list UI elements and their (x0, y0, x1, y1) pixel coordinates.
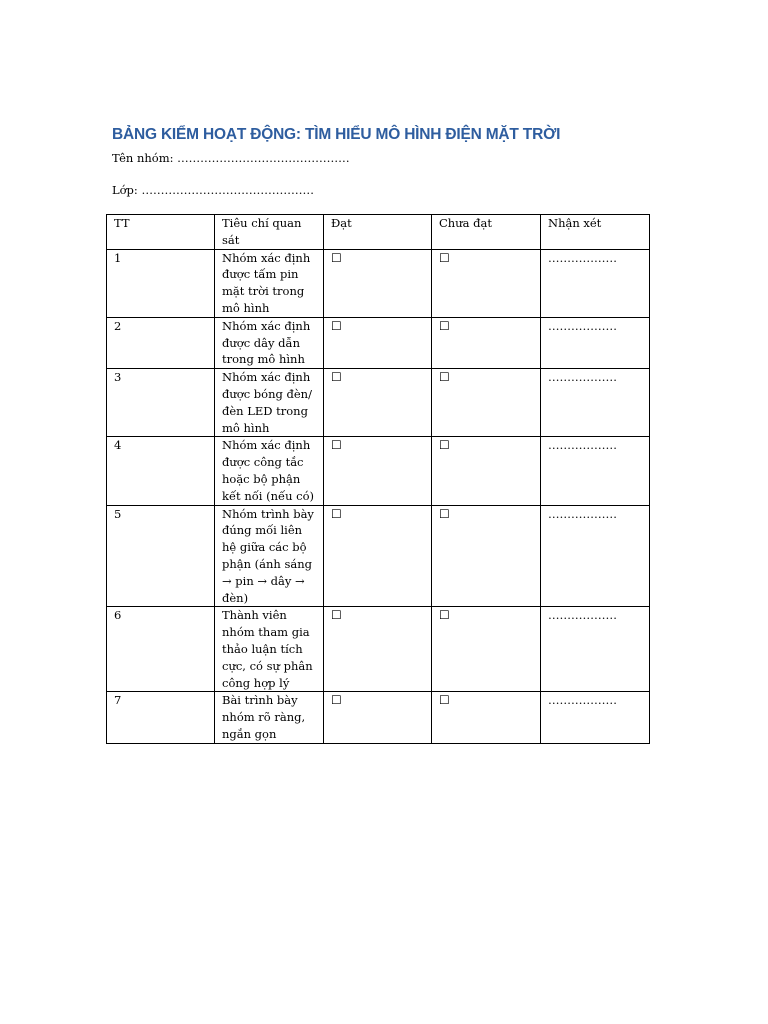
criterion-cell: Thành viên nhóm tham gia thảo luận tích cực, có sự phân công hợp lý (215, 607, 324, 692)
criterion-cell: Nhóm xác định được công tắc hoặc bộ phận kết nối (nếu có) (215, 437, 324, 505)
fail-cell (432, 692, 541, 743)
header-pass: Đạt (324, 215, 432, 250)
pass-cell (324, 369, 432, 437)
comment-cell: ……………… (541, 505, 650, 607)
class-field: Lớp: ……………………………………… (112, 183, 314, 197)
group-name-field: Tên nhóm: ……………………………………… (112, 151, 350, 165)
pass-cell (324, 505, 432, 607)
header-criterion: Tiêu chí quan sát (215, 215, 324, 250)
row-number: 6 (107, 607, 215, 692)
fail-cell (432, 607, 541, 692)
pass-checkbox[interactable]: ☐ (331, 506, 342, 521)
pass-cell (324, 692, 432, 743)
fail-checkbox[interactable]: ☐ (439, 608, 450, 623)
pass-cell (324, 437, 432, 505)
fail-cell (432, 369, 541, 437)
pass-cell (324, 249, 432, 317)
table-row (107, 317, 650, 368)
fail-cell (432, 505, 541, 607)
header-tt: TT (107, 215, 215, 250)
fail-checkbox[interactable]: ☐ (439, 250, 450, 265)
comment-cell: ……………… (541, 369, 650, 437)
fail-checkbox[interactable]: ☐ (439, 693, 450, 708)
criterion-cell: Nhóm xác định được dây dẫn trong mô hình (215, 317, 324, 368)
pass-cell (324, 317, 432, 368)
row-number: 7 (107, 692, 215, 743)
pass-checkbox[interactable]: ☐ (331, 693, 342, 708)
document-title: BẢNG KIỂM HOẠT ĐỘNG: TÌM HIỂU MÔ HÌNH ĐIỆN MẶT TRỜI (112, 126, 561, 143)
header-fail: Chưa đạt (432, 215, 541, 250)
checklist-table (106, 214, 650, 744)
table-row (107, 505, 650, 607)
fail-cell (432, 317, 541, 368)
pass-checkbox[interactable]: ☐ (331, 318, 342, 333)
table-row (107, 369, 650, 437)
fail-checkbox[interactable]: ☐ (439, 370, 450, 385)
criterion-cell: Nhóm xác định được tấm pin mặt trời trong mô hình (215, 249, 324, 317)
fail-cell (432, 437, 541, 505)
pass-checkbox[interactable]: ☐ (331, 608, 342, 623)
table-row (107, 249, 650, 317)
table-row (107, 692, 650, 743)
fail-cell (432, 249, 541, 317)
pass-checkbox[interactable]: ☐ (331, 438, 342, 453)
fail-checkbox[interactable]: ☐ (439, 318, 450, 333)
table-header-row (107, 215, 650, 250)
fail-checkbox[interactable]: ☐ (439, 506, 450, 521)
comment-cell: ……………… (541, 437, 650, 505)
fail-checkbox[interactable]: ☐ (439, 438, 450, 453)
pass-cell (324, 607, 432, 692)
criterion-cell: Bài trình bày nhóm rõ ràng, ngắn gọn (215, 692, 324, 743)
comment-cell: ……………… (541, 317, 650, 368)
criterion-cell: Nhóm trình bày đúng mối liên hệ giữa các bộ phận (ánh sáng → pin → dây → đèn) (215, 505, 324, 607)
pass-checkbox[interactable]: ☐ (331, 370, 342, 385)
table-row (107, 437, 650, 505)
comment-cell: ……………… (541, 607, 650, 692)
comment-cell: ……………… (541, 692, 650, 743)
row-number: 4 (107, 437, 215, 505)
row-number: 5 (107, 505, 215, 607)
comment-cell: ……………… (541, 249, 650, 317)
row-number: 2 (107, 317, 215, 368)
pass-checkbox[interactable]: ☐ (331, 250, 342, 265)
header-comment: Nhận xét (541, 215, 650, 250)
criterion-cell: Nhóm xác định được bóng đèn/đèn LED trong mô hình (215, 369, 324, 437)
row-number: 3 (107, 369, 215, 437)
table-row (107, 607, 650, 692)
row-number: 1 (107, 249, 215, 317)
